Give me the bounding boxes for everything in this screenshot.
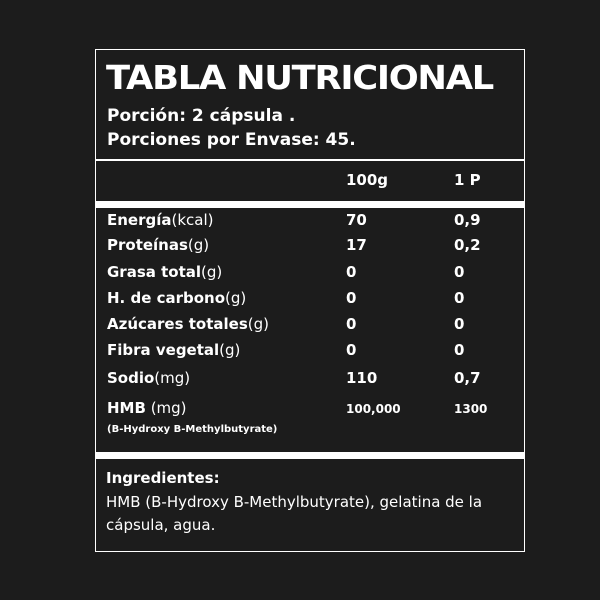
nutrient-unit: (mg) — [154, 369, 191, 387]
nutrient-row-sodio — [96, 369, 524, 391]
nutrient-name: Proteínas — [107, 236, 188, 254]
value-100g: 0 — [346, 289, 357, 307]
value-portion: 0 — [454, 289, 465, 307]
value-100g: 70 — [346, 211, 367, 229]
nutrient-unit: (g) — [225, 289, 247, 307]
value-portion: 0 — [454, 315, 465, 333]
nutrient-name: Sodio — [107, 369, 155, 387]
nutrient-row-energia — [96, 211, 524, 233]
nutrient-row-hmb — [96, 399, 524, 421]
nutrient-label — [107, 315, 269, 333]
nutrient-name: Energía — [107, 211, 172, 229]
column-header-100g: 100g — [346, 171, 389, 189]
nutrient-row-proteinas — [96, 236, 524, 258]
nutrient-label — [107, 211, 214, 229]
value-100g: 0 — [346, 315, 357, 333]
nutrient-unit: (mg) — [145, 399, 187, 417]
nutrient-label — [107, 341, 240, 359]
nutrient-label — [107, 263, 222, 281]
value-portion: 0 — [454, 263, 465, 281]
value-portion: 0,9 — [454, 211, 481, 229]
nutrient-name: H. de carbono — [107, 289, 226, 307]
nutrient-unit: (g) — [201, 263, 223, 281]
divider-thick — [96, 201, 524, 208]
column-header-portion: 1 P — [454, 171, 481, 189]
value-100g: 110 — [346, 369, 378, 387]
nutrient-unit: (kcal) — [171, 211, 214, 229]
nutrient-unit: (g) — [187, 236, 210, 254]
nutrient-name: Azúcares totales — [107, 315, 248, 333]
value-100g: 17 — [346, 236, 367, 254]
serving-size: Porción: 2 cápsula . — [107, 106, 296, 126]
nutrient-row-azucares — [96, 315, 524, 337]
nutrient-name: HMB — [107, 399, 146, 417]
value-portion: 0 — [454, 341, 465, 359]
value-portion: 0,2 — [454, 236, 481, 254]
value-100g: 0 — [346, 341, 357, 359]
nutrient-label — [107, 289, 246, 307]
hmb-full-name: (B-Hydroxy B-Methylbutyrate) — [107, 424, 278, 435]
servings-per-container: Porciones por Envase: 45. — [107, 130, 356, 150]
nutrient-row-fibra — [96, 341, 524, 363]
nutrient-unit: (g) — [247, 315, 269, 333]
value-portion: 1300 — [454, 402, 488, 416]
nutrient-unit: (g) — [219, 341, 241, 359]
value-100g: 0 — [346, 263, 357, 281]
ingredients-text: HMB (B-Hydroxy B-Methylbutyrate), gelatina de la cápsula, agua. — [106, 493, 483, 534]
ingredients-title: Ingredientes: — [106, 469, 220, 487]
value-100g: 100,000 — [346, 402, 401, 416]
divider-thin — [96, 159, 524, 161]
nutrient-label — [107, 236, 209, 254]
nutrient-row-carbohidratos — [96, 289, 524, 311]
label-title: TABLA NUTRICIONAL — [106, 58, 493, 97]
nutrient-name: Fibra vegetal — [107, 341, 220, 359]
nutrient-row-grasa-total — [96, 263, 524, 285]
nutrient-label — [107, 399, 187, 417]
value-portion: 0,7 — [454, 369, 481, 387]
divider-thick — [96, 452, 524, 459]
nutrient-name: Grasa total — [107, 263, 202, 281]
nutrition-facts-panel — [95, 49, 525, 552]
nutrient-label — [107, 369, 190, 387]
